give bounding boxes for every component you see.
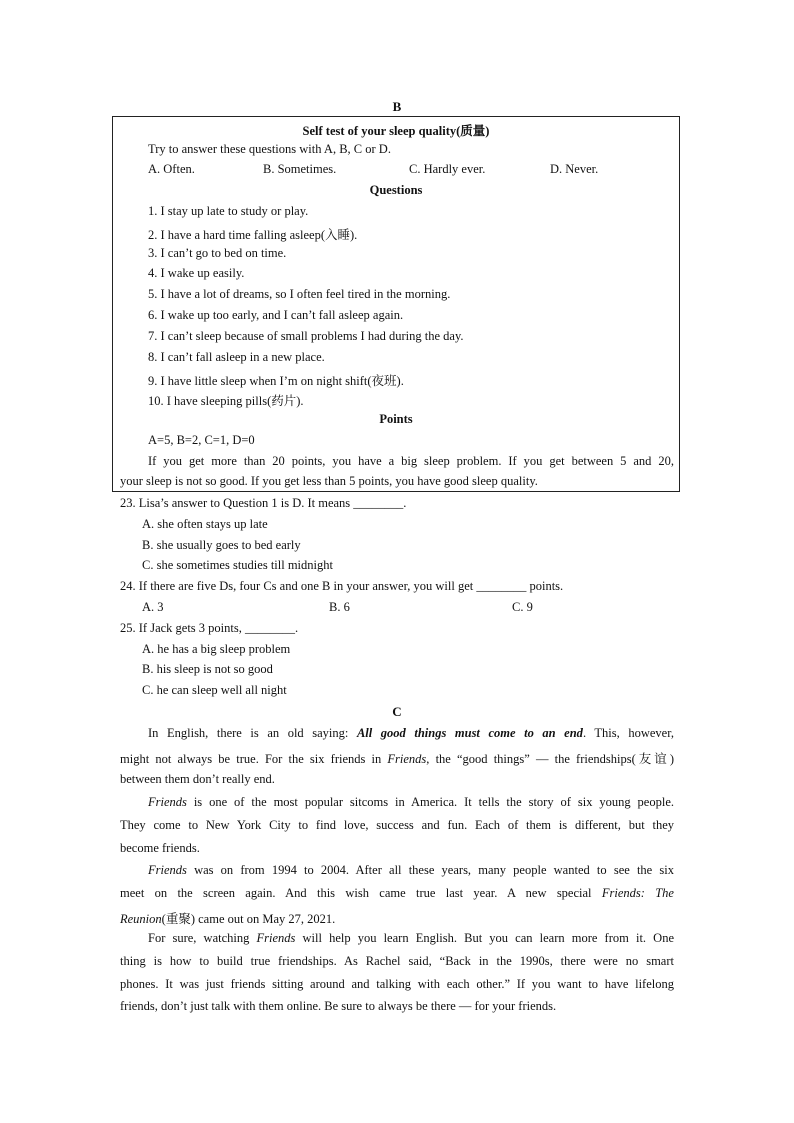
question-2: 2. I have a hard time falling asleep(入睡). bbox=[148, 228, 358, 242]
question-24-option-b: B. 6 bbox=[329, 600, 350, 614]
question-24-option-c: C. 9 bbox=[512, 600, 533, 614]
question-9: 9. I have little sleep when I’m on night shift(夜班). bbox=[148, 374, 404, 388]
friends-title: Friends bbox=[256, 931, 296, 945]
text-span: For sure, watching bbox=[148, 931, 257, 945]
passage-c-p3-line-3 bbox=[120, 909, 335, 927]
friends-title: Friends bbox=[148, 863, 187, 877]
passage-c-p4-line-2: thing is how to build true friendships. As Rachel said, “Back in the 1990s, there were no smart bbox=[120, 954, 674, 968]
question-4: 4. I wake up easily. bbox=[148, 266, 245, 280]
sleep-quality-test-box bbox=[112, 116, 680, 492]
question-8: 8. I can’t fall asleep in a new place. bbox=[148, 350, 325, 364]
question-23-option-c: C. she sometimes studies till midnight bbox=[142, 558, 333, 572]
text-span: was on from 1994 to 2004. After all these years, many people wanted to see the six bbox=[186, 863, 674, 877]
option-b: B. Sometimes. bbox=[263, 162, 337, 176]
question-1: 1. I stay up late to study or play. bbox=[148, 204, 309, 218]
friends-title: Friends bbox=[387, 752, 427, 766]
question-25-option-b: B. his sleep is not so good bbox=[142, 662, 273, 676]
passage-c-p1-line-1 bbox=[148, 726, 674, 741]
box-title: Self test of your sleep quality(质量) bbox=[302, 124, 490, 138]
question-3: 3. I can’t go to bed on time. bbox=[148, 246, 287, 260]
question-23-stem: 23. Lisa’s answer to Question 1 is D. It means ________. bbox=[120, 496, 407, 510]
text-span: (重聚) came out on May 27, 2021. bbox=[161, 912, 336, 926]
question-5: 5. I have a lot of dreams, so I often feel tired in the morning. bbox=[148, 287, 451, 301]
text-span: might not always be true. For the six friends in bbox=[120, 752, 388, 766]
question-23-option-a: A. she often stays up late bbox=[142, 517, 268, 531]
passage-c-p3-line-2 bbox=[120, 886, 674, 901]
question-25-option-a: A. he has a big sleep problem bbox=[142, 642, 291, 656]
text-span: , the “good things” — the friendships(友谊) bbox=[426, 752, 674, 766]
passage-c-p4-line-4: friends, don’t just talk with them online. Be sure to always be there — for your friends. bbox=[120, 999, 557, 1013]
passage-c-p1-line-2 bbox=[120, 749, 674, 767]
question-25-stem: 25. If Jack gets 3 points, ________. bbox=[120, 621, 299, 635]
passage-c-p2-line-3: become friends. bbox=[120, 841, 200, 855]
question-7: 7. I can’t sleep because of small problems I had during the day. bbox=[148, 329, 464, 343]
questions-heading: Questions bbox=[369, 183, 423, 197]
question-24-option-a: A. 3 bbox=[142, 600, 164, 614]
option-a: A. Often. bbox=[148, 162, 195, 176]
option-d: D. Never. bbox=[550, 162, 599, 176]
text-span: meet on the screen again. And this wish came true last year. A new special bbox=[120, 886, 602, 900]
passage-c-p3-line-1 bbox=[148, 863, 674, 878]
question-25-option-c: C. he can sleep well all night bbox=[142, 683, 287, 697]
box-instruction: Try to answer these questions with A, B, C or D. bbox=[148, 142, 391, 156]
option-c: C. Hardly ever. bbox=[409, 162, 486, 176]
points-text-line-2: your sleep is not so good. If you get less than 5 points, you have good sleep quality. bbox=[120, 474, 538, 488]
reunion-title: Friends: The bbox=[601, 886, 674, 900]
section-c-label: C bbox=[392, 704, 402, 719]
passage-c-p2-line-2: They come to New York City to find love, success and fun. Each of them is different, but they bbox=[120, 818, 674, 832]
reunion-title: Reunion bbox=[120, 912, 162, 926]
question-10: 10. I have sleeping pills(药片). bbox=[148, 394, 304, 408]
saying-text: All good things must come to an end bbox=[356, 726, 583, 740]
passage-c-p2-line-1 bbox=[148, 795, 674, 810]
passage-c-p4-line-3: phones. It was just friends sitting around and talking with each other.” If you want to have lifelong bbox=[120, 977, 674, 991]
friends-title: Friends bbox=[148, 795, 187, 809]
text-span: will help you learn English. But you can learn more from it. One bbox=[295, 931, 674, 945]
question-24-stem: 24. If there are five Ds, four Cs and one B in your answer, you will get ________ points. bbox=[120, 579, 564, 593]
question-23-option-b: B. she usually goes to bed early bbox=[142, 538, 301, 552]
points-text-line-1: If you get more than 20 points, you have a big sleep problem. If you get between 5 and 20, bbox=[148, 454, 674, 468]
section-b-label: B bbox=[392, 99, 402, 114]
points-heading: Points bbox=[379, 412, 413, 426]
passage-c-p4-line-1 bbox=[148, 931, 674, 946]
passage-c-p1-line-3: between them don’t really end. bbox=[120, 772, 275, 786]
text-span: In English, there is an old saying: bbox=[148, 726, 357, 740]
text-span: is one of the most popular sitcoms in America. It tells the story of six young people. bbox=[186, 795, 674, 809]
question-6: 6. I wake up too early, and I can’t fall asleep again. bbox=[148, 308, 404, 322]
text-span: . This, however, bbox=[582, 726, 674, 740]
points-values: A=5, B=2, C=1, D=0 bbox=[148, 433, 255, 447]
